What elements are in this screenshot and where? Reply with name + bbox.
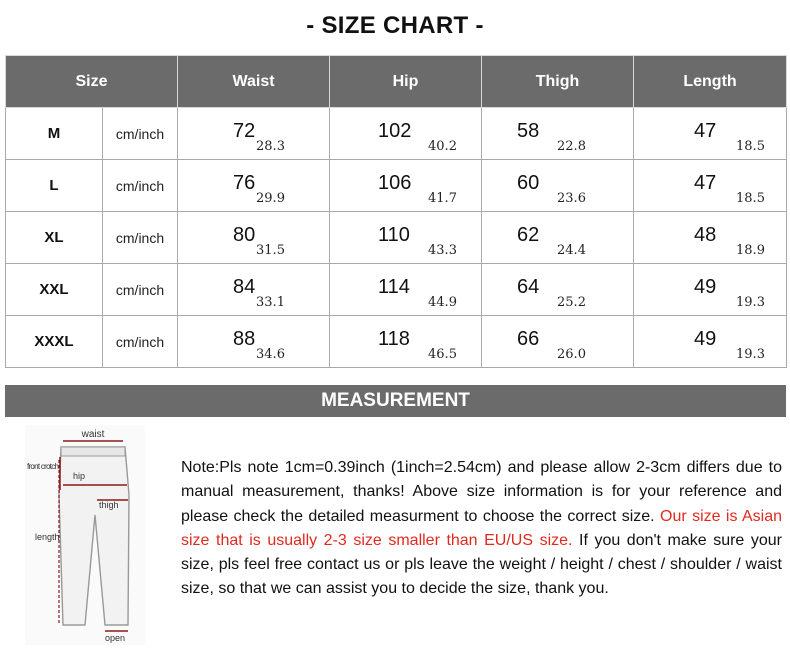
hip-cell [330, 108, 482, 160]
thigh-cm: 58 [517, 120, 540, 142]
thigh-inch: 24.4 [557, 243, 586, 258]
header-hip: Hip [330, 56, 482, 108]
thigh-cm: 64 [517, 276, 540, 298]
size-label: M [6, 108, 103, 160]
thigh-cm: 66 [517, 328, 540, 350]
header-thigh: Thigh [482, 56, 634, 108]
hip-cm: 106 [378, 172, 412, 194]
header-waist: Waist [178, 56, 330, 108]
waist-inch: 34.6 [256, 347, 285, 362]
hip-cell [330, 264, 482, 316]
hip-inch: 41.7 [428, 191, 457, 206]
measurement-heading: MEASUREMENT [5, 385, 786, 417]
table-row [6, 264, 787, 316]
table-header-row [6, 56, 787, 108]
thigh-inch: 26.0 [557, 347, 586, 362]
header-size: Size [6, 56, 178, 108]
size-label: XXL [6, 264, 103, 316]
hip-cell [330, 160, 482, 212]
length-cell [634, 264, 787, 316]
page-title: - SIZE CHART - [306, 12, 484, 39]
hip-inch: 44.9 [428, 295, 457, 310]
front-crotch-label: front crotch [27, 462, 59, 471]
hip-cm: 118 [378, 328, 410, 350]
length-inch: 19.3 [736, 295, 765, 310]
hip-cell [330, 316, 482, 368]
size-chart-table [5, 55, 787, 368]
waist-label: waist [81, 429, 105, 440]
hip-cm: 102 [378, 120, 412, 142]
length-inch: 18.5 [736, 139, 765, 154]
waist-inch: 28.3 [256, 139, 285, 154]
note-text: Note:Pls note 1cm=0.39inch (1inch=2.54cm) and please allow 2-3cm differs due to manual measurement, thanks! Above size information is for your reference and please check the detailed measurment to choose the correct size. [181, 459, 782, 525]
length-cell [634, 160, 787, 212]
length-inch: 18.5 [736, 191, 765, 206]
unit-label: cm/inch [103, 316, 178, 368]
waist-cm: 88 [233, 328, 256, 350]
pants-diagram [25, 425, 145, 645]
size-label: XL [6, 212, 103, 264]
length-cell [634, 212, 787, 264]
waist-cell [178, 212, 330, 264]
length-cell [634, 108, 787, 160]
length-label: length [35, 532, 60, 542]
hip-label: hip [73, 471, 86, 481]
length-cell [634, 316, 787, 368]
hip-cell [330, 212, 482, 264]
waist-cm: 76 [233, 172, 256, 194]
thigh-cm: 62 [517, 224, 540, 246]
length-cm: 47 [694, 172, 717, 194]
unit-label: cm/inch [103, 160, 178, 212]
unit-label: cm/inch [103, 108, 178, 160]
header-length: Length [634, 56, 787, 108]
hip-inch: 43.3 [428, 243, 457, 258]
hip-inch: 40.2 [428, 139, 457, 154]
table-row [6, 316, 787, 368]
thigh-cell [482, 264, 634, 316]
waist-cell [178, 108, 330, 160]
waist-cm: 80 [233, 224, 256, 246]
note-text-end: If you don't make sure your size, pls feel free contact us or pls leave the weight / height / chest / shoulder / waist size, so that we can assist you to decide the size, thank you. [181, 531, 782, 598]
size-label: XXXL [6, 316, 103, 368]
thigh-cell [482, 108, 634, 160]
thigh-cell [482, 316, 634, 368]
table-row [6, 160, 787, 212]
length-inch: 19.3 [736, 347, 765, 362]
hip-cm: 110 [378, 224, 410, 246]
waist-cell [178, 264, 330, 316]
length-cm: 48 [694, 224, 717, 246]
waist-cell [178, 316, 330, 368]
length-cm: 49 [694, 328, 717, 350]
waist-inch: 33.1 [256, 295, 285, 310]
thigh-cell [482, 212, 634, 264]
table-row [6, 212, 787, 264]
open-label: open [105, 633, 126, 643]
thigh-inch: 22.8 [557, 139, 586, 154]
length-cm: 49 [694, 276, 717, 298]
unit-label: cm/inch [103, 264, 178, 316]
waist-cm: 72 [233, 120, 256, 142]
hip-inch: 46.5 [428, 347, 457, 362]
length-inch: 18.9 [736, 243, 765, 258]
thigh-cm: 60 [517, 172, 540, 194]
waist-inch: 29.9 [256, 191, 285, 206]
note-asian-size-warning: Our size is Asian size that is usually 2-3 size smaller than EU/US size. [181, 507, 782, 549]
waist-cm: 84 [233, 276, 256, 298]
size-label: L [6, 160, 103, 212]
table-row [6, 108, 787, 160]
waist-inch: 31.5 [256, 243, 285, 258]
measurement-note [181, 456, 782, 602]
thigh-inch: 23.6 [557, 191, 586, 206]
thigh-cell [482, 160, 634, 212]
waist-cell [178, 160, 330, 212]
hip-cm: 114 [378, 276, 410, 298]
length-cm: 47 [694, 120, 717, 142]
thigh-label: thigh [99, 500, 119, 510]
thigh-inch: 25.2 [557, 295, 586, 310]
unit-label: cm/inch [103, 212, 178, 264]
